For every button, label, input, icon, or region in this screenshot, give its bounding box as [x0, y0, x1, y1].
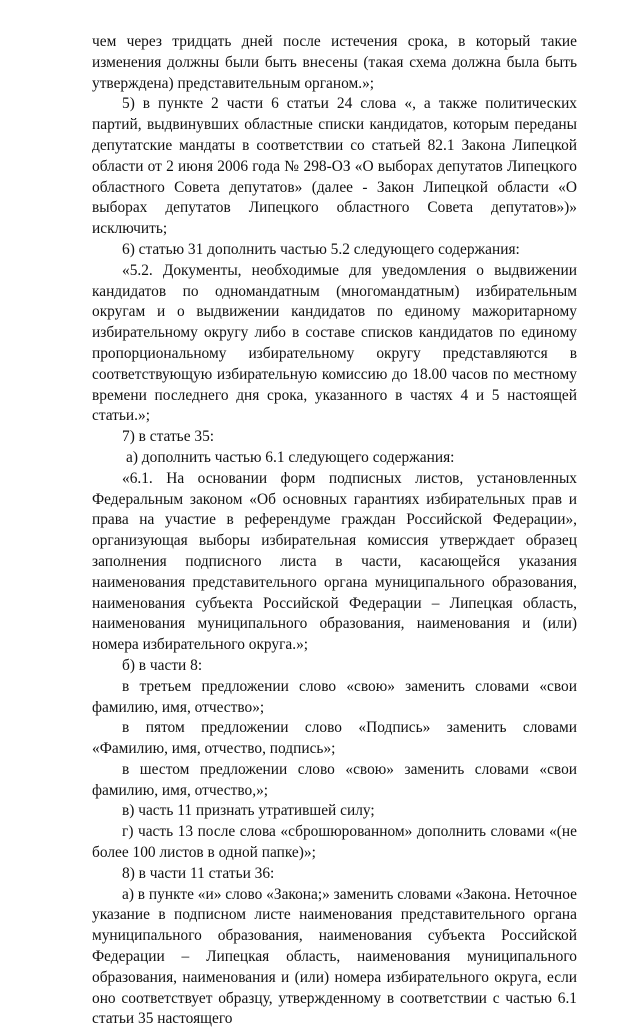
paragraph-continuation: чем через тридцать дней после истечения срока, в который такие изменения должны были быть внесены (такая схема должна была быть утверждена) представительным органом.»; — [92, 33, 577, 92]
paragraph-item-5: 5) в пункте 2 части 6 статьи 24 слова «, а также политических партий, выдвинувших областные списки кандидатов, которым переданы депутатские мандаты в соответствии со статьей 82.1 Закона Липецкой области от 2 июня 2006 года № 298-ОЗ «О выборах депутатов Липецкого областного Совета депутатов» (далее - Закон Липецкой области «О выборах депутатов Липецкого областного Совета депутатов»)» исключить; — [92, 95, 577, 238]
paragraph-item-7: 7) в статье 35: — [122, 428, 215, 446]
paragraph-quote-5-2: «5.2. Документы, необходимые для уведомления о выдвижении кандидатов по одномандатным (многомандатным) избирательным округам и о выдвижении кандидатов по единому мажоритарному избирательному округу либо в составе списков кандидатов по единому пропорциональному избирательному округу представляются в соответствующую избирательную комиссию до 18.00 часов по местному времени последнего дня срока, указанного в частях 4 и 5 настоящей статьи.»; — [92, 261, 577, 425]
paragraph-sixth-sentence: в шестом предложении слово «свою» заменить словами «свои фамилию, имя, отчество,»; — [92, 760, 577, 799]
paragraph-third-sentence: в третьем предложении слово «свою» заменить словами «свои фамилию, имя, отчество»; — [92, 677, 577, 716]
document-body — [92, 32, 577, 1030]
paragraph-item-6: 6) статью 31 дополнить частью 5.2 следующего содержания: — [122, 240, 520, 258]
paragraph-subitem-g: г) часть 13 после слова «сброшюрованном» дополнить словами «(не более 100 листов в одной папке)»; — [92, 823, 577, 862]
paragraph-quote-6-1: «6.1. На основании форм подписных листов, установленных Федеральным законом «Об основных гарантиях избирательных прав и права на участие в референдуме граждан Российской Федерации», организующая выборы избирательная комиссия утверждает образец заполнения подписного листа в части, касающейся указания наименования представительного органа муниципального образования, наименования субъекта Российской Федерации – Липецкая область, наименования муниципального образования, наименования и (или) номера избирательного округа.»; — [92, 469, 577, 654]
paragraph-subitem-b: б) в части 8: — [122, 656, 203, 674]
paragraph-item-8: 8) в части 11 статьи 36: — [122, 864, 275, 882]
paragraph-subitem-a-item-i: а) в пункте «и» слово «Закона;» заменить словами «Закона. Неточное указание в подписном листе наименования представительного органа муниципального образования, наименования субъекта Российской Федерации – Липецкая область, наименования муниципального образования, наименования и (или) номера избирательного округа, если оно соответствует образцу, утвержденному в соответствии с частью 6.1 статьи 35 настоящего — [92, 885, 577, 1028]
paragraph-fifth-sentence: в пятом предложении слово «Подпись» заменить словами «Фамилию, имя, отчество, подпись»; — [92, 719, 577, 758]
paragraph-subitem-v: в) часть 11 признать утратившей силу; — [122, 802, 375, 820]
paragraph-subitem-a: а) дополнить частью 6.1 следующего содержания: — [126, 448, 455, 466]
